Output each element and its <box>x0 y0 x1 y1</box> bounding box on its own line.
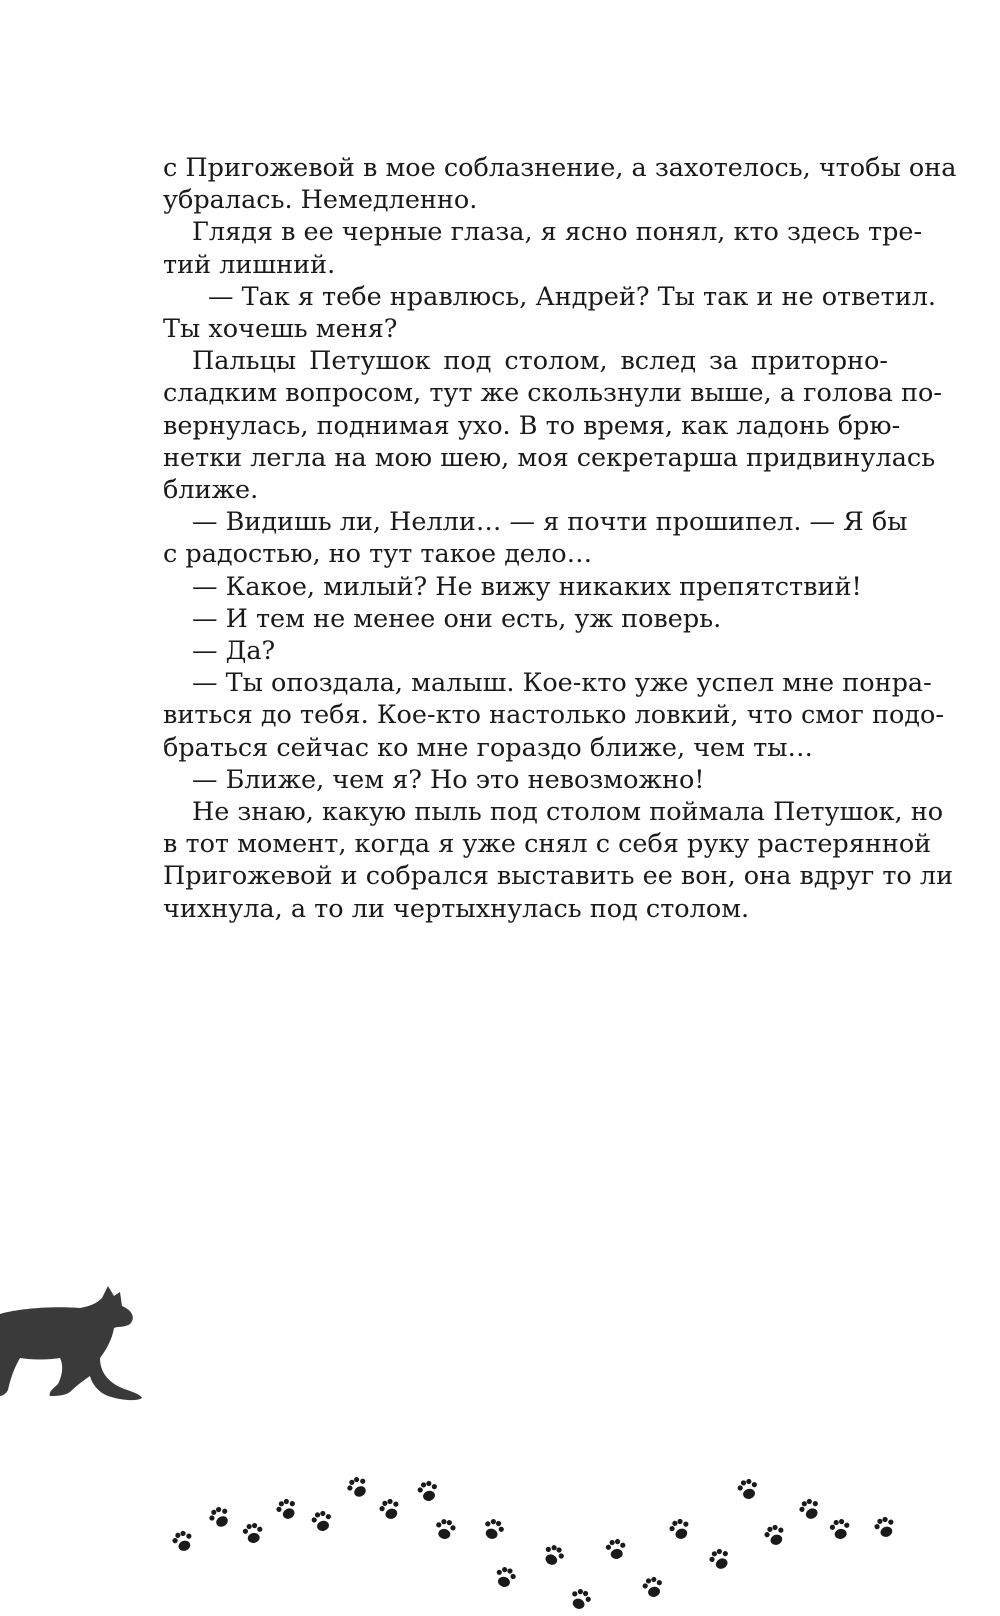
paw-print-icon <box>310 1509 334 1533</box>
text-line: вернулась, поднимая ухо. В то время, как ладонь брю- <box>163 410 901 441</box>
paw-print-icon <box>707 1546 733 1572</box>
text-line: в тот момент, когда я уже снял с себя руку растерянной <box>163 829 932 860</box>
text-line: браться сейчас ко мне гораздо ближе, чем ты… <box>163 732 813 763</box>
text-line: — Да? <box>192 636 276 667</box>
text-line: — Ближе, чем я? Но это невозможно! <box>192 764 705 795</box>
text-line: с радостью, но тут такое дело… <box>163 539 593 570</box>
text-line: убралась. Немедленно. <box>163 185 478 216</box>
paw-print-icon <box>344 1474 371 1501</box>
text-line: — И тем не менее они есть, уж поверь. <box>192 603 722 634</box>
paw-print-icon <box>540 1542 566 1568</box>
paw-print-icon <box>605 1538 628 1561</box>
text-line: ближе. <box>163 475 259 506</box>
paw-print-icon <box>242 1522 265 1545</box>
text-line: Глядя в ее черные глаза, я ясно понял, кто здесь тре- <box>192 217 923 248</box>
text-line: Не знаю, какую пыль под столом поймала Петушок, но <box>192 797 944 828</box>
paw-print-icon <box>872 1515 897 1540</box>
paw-print-icon <box>434 1518 457 1541</box>
paw-print-icon <box>797 1496 823 1522</box>
text-line: виться до тебя. Кое-кто настолько ловкий, что смог подо- <box>163 700 944 731</box>
paw-print-icon <box>170 1529 195 1554</box>
paw-print-icon <box>493 1565 517 1589</box>
text-line: — Видишь ли, Нелли… — я почти прошипел. — Я бы <box>192 507 908 538</box>
paw-print-icon <box>829 1518 852 1541</box>
paw-print-icon <box>667 1517 692 1542</box>
paw-print-icon <box>641 1575 665 1599</box>
text-line: с Пригожевой в мое соблазнение, а захотелось, чтобы она <box>163 153 957 183</box>
paw-print-icon <box>416 1479 440 1503</box>
text-line: сладким вопросом, тут же скользнули выше, а голова по- <box>163 378 943 409</box>
paw-prints-trail <box>0 1470 1000 1616</box>
walking-cat-silhouette-icon <box>0 1284 145 1412</box>
page-body-text <box>163 152 957 925</box>
paw-print-icon <box>568 1587 593 1612</box>
text-line: тий лишний. <box>163 249 336 280</box>
text-line: нетки легла на мою шею, моя секретарша придвинулась <box>163 442 936 473</box>
text-line: Ты хочешь меня? <box>163 314 398 345</box>
cat-body <box>0 1286 142 1400</box>
text-line: Пригожевой и собрался выставить ее вон, она вдруг то ли <box>163 861 954 892</box>
paw-print-icon <box>762 1523 787 1548</box>
paw-print-icon <box>206 1504 233 1531</box>
text-line: — Какое, милый? Не вижу никаких препятствий! <box>192 571 862 602</box>
text-line: — Ты опоздала, малыш. Кое-кто уже успел мне понра- <box>192 668 932 699</box>
text-line: Пальцы Петушок под столом, вслед за приторно- <box>192 346 888 377</box>
paw-print-icon <box>377 1497 402 1522</box>
paw-print-icon <box>274 1496 300 1522</box>
text-line: чихнула, а то ли чертыхнулась под столом. <box>163 893 750 924</box>
paw-print-icon <box>481 1517 506 1542</box>
text-line: — Так я тебе нравлюсь, Андрей? Ты так и не ответил. <box>208 281 937 312</box>
paw-print-icon <box>736 1477 760 1501</box>
